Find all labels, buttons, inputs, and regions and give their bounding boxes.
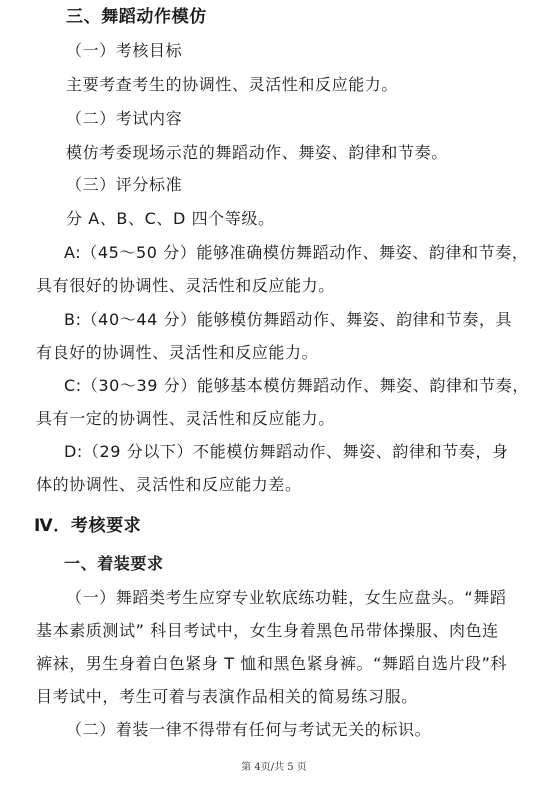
grade-b-line-2: 有良好的协调性、灵活性和反应能力。 — [36, 343, 319, 362]
dress-p2: （二）着装一律不得带有任何与考试无关的标识。 — [66, 720, 432, 739]
sub2-title: （二）考试内容 — [66, 109, 183, 128]
sub1-title: （一）考核目标 — [66, 41, 183, 60]
sub3-intro: 分 A、B、C、D 四个等级。 — [66, 209, 275, 228]
dress-p1-line-2: 基本素质测试” 科目考试中，女生身着黑色吊带体操服、肉色连 — [36, 621, 499, 640]
dress-p1-line-1: （一）舞蹈类考生应穿专业软底练功鞋，女生应盘头。“舞蹈 — [66, 588, 507, 607]
sub1-text: 主要考查考生的协调性、灵活性和反应能力。 — [66, 75, 399, 94]
dress-heading: 一、着装要求 — [64, 554, 164, 573]
sub3-title: （三）评分标准 — [66, 175, 183, 194]
grade-d-line-2: 体的协调性、灵活性和反应能力差。 — [36, 475, 302, 494]
section3-heading: 三、舞蹈动作模仿 — [66, 7, 207, 27]
grade-b-line-1: B:（40～44 分）能够模仿舞蹈动作、舞姿、韵律和节奏，具 — [64, 310, 513, 329]
sub2-text: 模仿考委现场示范的舞蹈动作、舞姿、韵律和节奏。 — [66, 143, 448, 162]
page-footer: 第 4页/共 5 页 — [241, 762, 307, 773]
section4-heading: Ⅳ．考核要求 — [34, 516, 142, 536]
grade-a-line-1: A:（45～50 分）能够准确模仿舞蹈动作、舞姿、韵律和节奏， — [64, 243, 529, 262]
grade-d-line-1: D:（29 分以下）不能模仿舞蹈动作、舞姿、韵律和节奏，身 — [64, 442, 509, 461]
dress-p1-line-3: 裤袜，男生身着白色紧身 T 恤和黑色紧身裤。“舞蹈自选片段”科 — [36, 654, 508, 673]
dress-p1-line-4: 目考试中，考生可着与表演作品相关的简易练习服。 — [36, 687, 418, 706]
grade-a-line-2: 具有很好的协调性、灵活性和反应能力。 — [36, 276, 335, 295]
grade-c-line-2: 具有一定的协调性、灵活性和反应能力。 — [36, 409, 335, 428]
grade-c-line-1: C:（30～39 分）能够基本模仿舞蹈动作、舞姿、韵律和节奏， — [64, 376, 529, 395]
